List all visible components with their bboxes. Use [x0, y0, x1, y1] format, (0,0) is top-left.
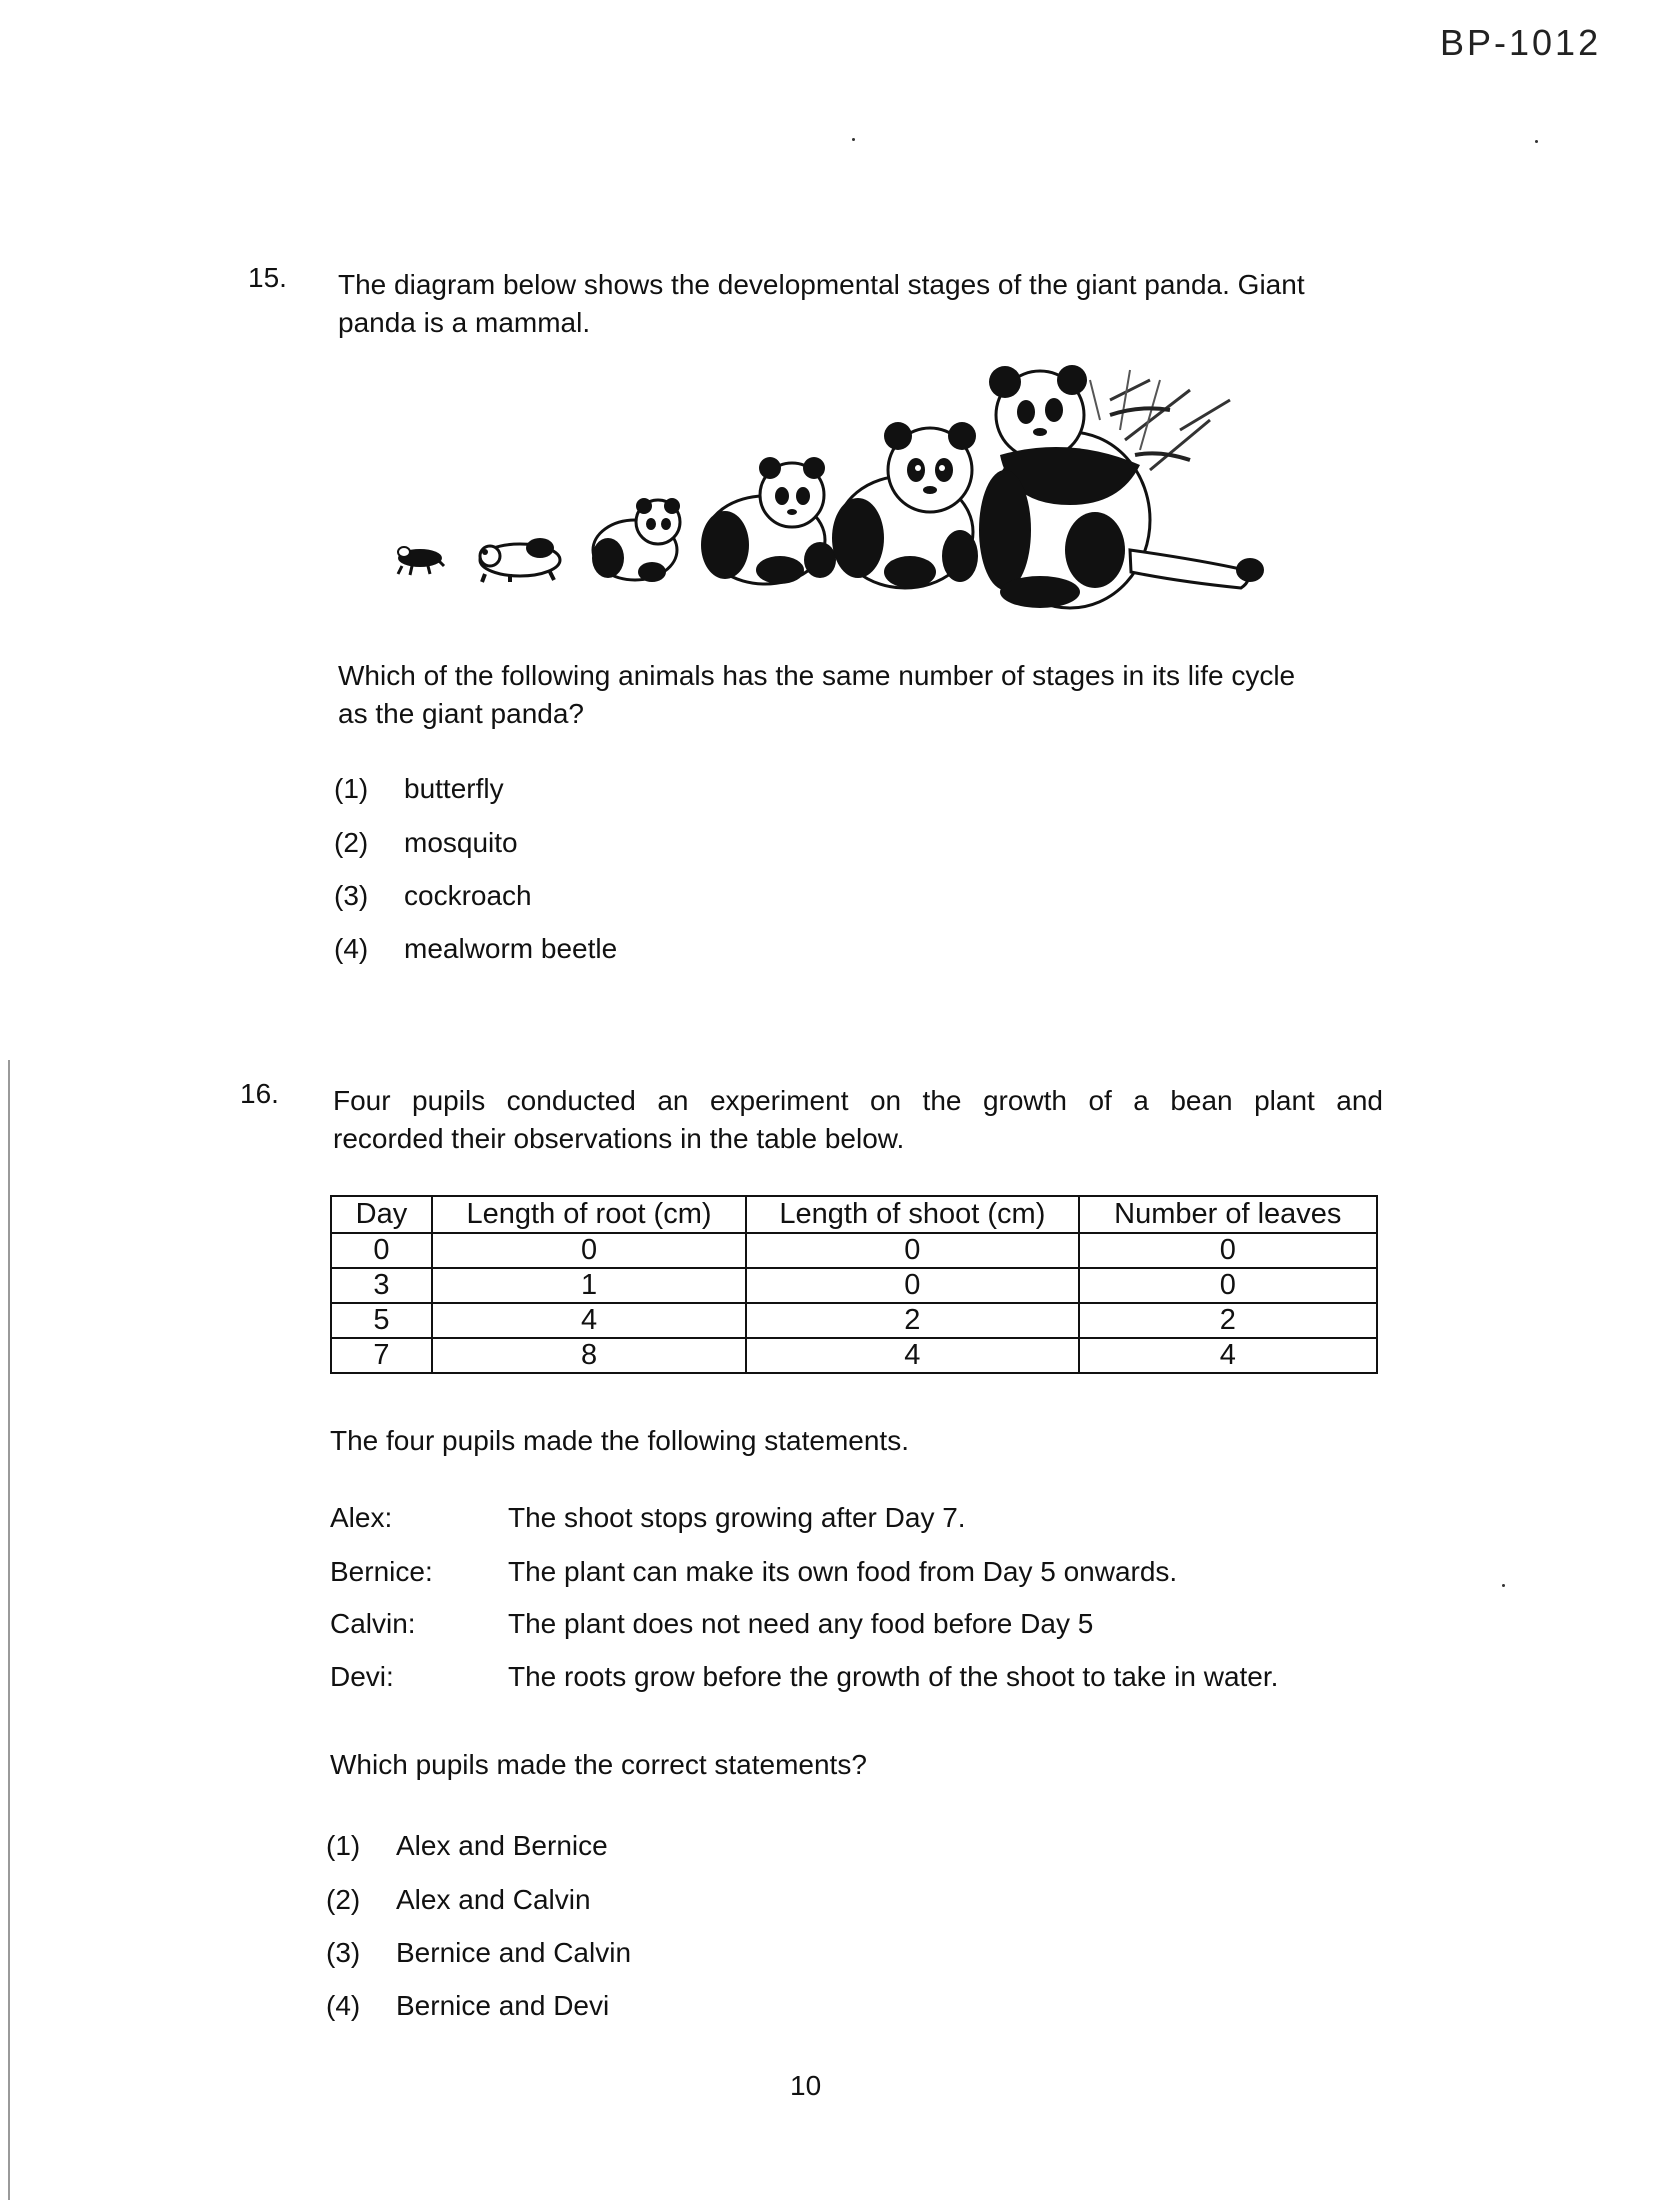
table-cell: 2 [1079, 1303, 1377, 1338]
scan-speck [852, 138, 855, 141]
statement-speaker: Calvin: [330, 1608, 416, 1639]
table-cell: 7 [331, 1338, 432, 1373]
table-cell: 0 [746, 1268, 1078, 1303]
statement-speaker: Alex: [330, 1502, 393, 1533]
option-number: (2) [326, 1884, 361, 1915]
table-header-cell: Length of shoot (cm) [746, 1196, 1078, 1233]
table-cell: 0 [1079, 1268, 1377, 1303]
option-16-1[interactable] [326, 1830, 608, 1862]
table-cell: 3 [331, 1268, 432, 1303]
statements-intro: The four pupils made the following statements. [330, 1425, 909, 1456]
option-text: cockroach [404, 880, 532, 911]
statement-calvin [330, 1608, 1430, 1642]
option-number: (4) [326, 1990, 361, 2021]
panda-stage-5 [832, 422, 978, 588]
statement-bernice [330, 1556, 1430, 1590]
question-16-intro-line: recorded their observations in the table below. [333, 1123, 905, 1154]
table-cell: 0 [331, 1233, 432, 1268]
table-cell: 1 [432, 1268, 746, 1303]
statement-text: The plant does not need any food before Day 5 [508, 1608, 1094, 1639]
question-15-number: 15. [248, 262, 287, 293]
table-header-row [331, 1196, 1377, 1233]
option-text: Bernice and Devi [396, 1990, 610, 2021]
scan-speck [1535, 140, 1538, 143]
option-15-4[interactable] [334, 933, 617, 965]
question-16-intro-line: Four pupils conducted an experiment on the growth of a bean plant and [333, 1085, 1383, 1116]
panda-stage-4 [701, 457, 836, 584]
option-number: (1) [326, 1830, 361, 1861]
panda-stage-3 [592, 498, 680, 582]
table-cell: 4 [746, 1338, 1078, 1373]
option-16-3[interactable] [326, 1937, 631, 1969]
table-header-cell: Number of leaves [1079, 1196, 1377, 1233]
table-header-cell: Day [331, 1196, 432, 1233]
question-16-text: Which pupils made the correct statements? [330, 1749, 867, 1780]
question-16-intro [333, 1082, 1383, 1158]
option-text: mealworm beetle [404, 933, 618, 964]
table-row [331, 1303, 1377, 1338]
option-16-4[interactable] [326, 1990, 609, 2022]
statement-devi [330, 1661, 1430, 1695]
question-15-text [338, 657, 1295, 733]
option-number: (1) [334, 773, 369, 804]
statement-speaker: Devi: [330, 1661, 394, 1692]
table-row [331, 1338, 1377, 1373]
statement-text: The plant can make its own food from Day 5 onwards. [508, 1556, 1178, 1587]
option-16-2[interactable] [326, 1884, 591, 1916]
table-cell: 4 [432, 1303, 746, 1338]
panda-growth-stages-figure [390, 360, 1290, 615]
table-cell: 0 [746, 1233, 1078, 1268]
option-number: (3) [326, 1937, 361, 1968]
table-cell: 0 [1079, 1233, 1377, 1268]
observations-table [330, 1195, 1378, 1374]
panda-growth-stages-icon [390, 360, 1290, 615]
option-15-3[interactable] [334, 880, 532, 912]
table-cell: 8 [432, 1338, 746, 1373]
paper-code: BP-1012 [1440, 22, 1602, 63]
table-cell: 0 [432, 1233, 746, 1268]
scan-edge-line [8, 1060, 10, 2200]
question-16-number: 16. [240, 1078, 279, 1109]
table-cell: 4 [1079, 1338, 1377, 1373]
panda-stage-1 [398, 547, 444, 575]
question-15-text-line: as the giant panda? [338, 698, 584, 729]
option-text: Alex and Bernice [396, 1830, 608, 1861]
panda-stage-6 [979, 365, 1264, 608]
question-15-intro-line: The diagram below shows the developmental stages of the giant panda. Giant [338, 269, 1305, 300]
option-number: (2) [334, 827, 369, 858]
table-cell: 2 [746, 1303, 1078, 1338]
option-15-1[interactable] [334, 773, 504, 805]
table-cell: 5 [331, 1303, 432, 1338]
option-text: Bernice and Calvin [396, 1937, 632, 1968]
option-text: butterfly [404, 773, 504, 804]
option-text: Alex and Calvin [396, 1884, 591, 1915]
option-text: mosquito [404, 827, 518, 858]
statement-speaker: Bernice: [330, 1556, 433, 1587]
option-number: (3) [334, 880, 369, 911]
question-15-text-line: Which of the following animals has the same number of stages in its life cycle [338, 660, 1296, 691]
table-row [331, 1233, 1377, 1268]
statement-alex [330, 1502, 1430, 1536]
table-row [331, 1268, 1377, 1303]
option-15-2[interactable] [334, 827, 518, 859]
question-15-intro [338, 266, 1305, 342]
panda-stage-2 [480, 538, 560, 582]
statement-text: The shoot stops growing after Day 7. [508, 1502, 966, 1533]
page-number: 10 [790, 2070, 822, 2101]
scan-speck [1502, 1584, 1505, 1587]
table-header-cell: Length of root (cm) [432, 1196, 746, 1233]
option-number: (4) [334, 933, 369, 964]
question-15-intro-line: panda is a mammal. [338, 307, 591, 338]
statement-text: The roots grow before the growth of the shoot to take in water. [508, 1661, 1279, 1692]
